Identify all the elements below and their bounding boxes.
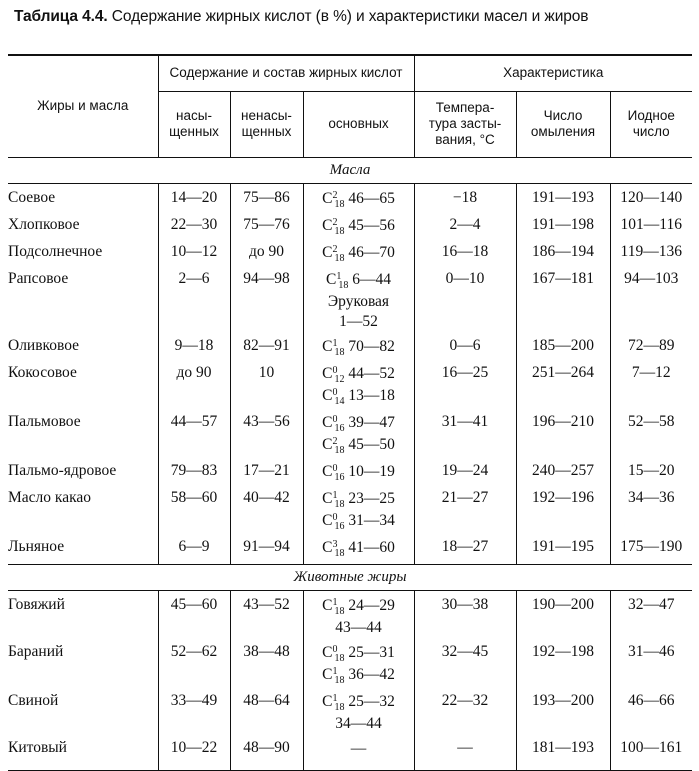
acid-entry: $C^2_{18}$ 46—65 xyxy=(322,189,395,210)
oil-name: Подсолнечное xyxy=(8,242,103,260)
acid-text: 34—44 xyxy=(335,715,382,732)
acid-value: 25—31 xyxy=(348,644,395,661)
acid-text: — xyxy=(350,740,367,757)
acid-entry: $C^1_{18}$ 36—42 xyxy=(322,666,395,686)
acid-entry xyxy=(304,618,414,638)
acid-subscript: 16 xyxy=(334,471,345,483)
saponification-value: 192—196 xyxy=(516,484,610,533)
header-content-group: Содержание и состав жирных кислот xyxy=(158,55,414,91)
section-header xyxy=(8,157,692,183)
main-acids xyxy=(303,211,414,238)
section-header xyxy=(8,565,692,591)
solidification-value: 31—41 xyxy=(414,408,516,457)
table-title xyxy=(14,8,694,26)
main-acids xyxy=(303,687,414,734)
unsaturated-value: 91—94 xyxy=(230,533,303,565)
header-main: основных xyxy=(303,91,414,157)
main-acids xyxy=(303,332,414,359)
table-row xyxy=(8,457,692,484)
acid-entry: $C^2_{18}$ 45—50 xyxy=(322,435,395,456)
unsaturated-value: до 90 xyxy=(230,238,303,265)
saturated-value: 45—60 xyxy=(158,591,230,639)
iodine-value: 7—12 xyxy=(610,359,692,408)
acid-superscript: 0 xyxy=(332,386,338,398)
acid-subscript: 18 xyxy=(334,198,345,210)
acid-subscript: 18 xyxy=(334,225,345,237)
solidification-value: — xyxy=(414,734,516,770)
saturated-value: 22—30 xyxy=(158,211,230,238)
acid-value: 36—42 xyxy=(348,666,395,683)
solidification-value: 32—45 xyxy=(414,638,516,687)
oil-name: Льняное xyxy=(8,537,65,555)
saponification-value: 192—198 xyxy=(516,638,610,687)
acid-entry: $C^1_{18}$ 23—25 xyxy=(322,489,395,510)
saturated-value: до 90 xyxy=(158,359,230,408)
saturated-value: 9—18 xyxy=(158,332,230,359)
acid-entry: $C^1_{18}$ 6—44 xyxy=(326,270,391,291)
iodine-value: 94—103 xyxy=(610,265,692,332)
iodine-value: 119—136 xyxy=(610,238,692,265)
oil-name: Говяжий xyxy=(8,596,65,613)
oil-name: Соевое xyxy=(8,188,56,206)
iodine-value: 175—190 xyxy=(610,533,692,565)
oil-name: Пальмо-ядровое xyxy=(8,461,117,479)
solidification-value: 22—32 xyxy=(414,687,516,734)
acid-entry: $C^0_{16}$ 10—19 xyxy=(322,462,395,483)
main-acids xyxy=(303,238,414,265)
acid-subscript: 18 xyxy=(334,346,345,358)
table-number: Таблица 4.4. xyxy=(14,8,108,25)
table-row xyxy=(8,183,692,211)
table-row xyxy=(8,533,692,565)
saponification-value: 185—200 xyxy=(516,332,610,359)
acid-entry: $C^0_{14}$ 13—18 xyxy=(322,386,395,407)
acid-superscript: 0 xyxy=(332,644,338,655)
oil-name: Пальмовое xyxy=(8,412,81,430)
oil-name: Китовый xyxy=(8,734,158,770)
table-row xyxy=(8,687,692,734)
acid-superscript: 1 xyxy=(332,597,338,608)
acid-entry: $C^0_{16}$ 31—34 xyxy=(322,511,395,532)
acid-superscript: 0 xyxy=(332,364,338,376)
section-title: Масла xyxy=(8,157,692,183)
main-acids xyxy=(303,457,414,484)
iodine-value: 31—46 xyxy=(610,638,692,687)
main-acids xyxy=(303,359,414,408)
acid-value: 31—34 xyxy=(348,511,395,529)
header-characteristics-group: Характеристика xyxy=(414,55,692,91)
table-row xyxy=(8,359,692,408)
saponification-value: 191—193 xyxy=(516,183,610,211)
iodine-value: 34—36 xyxy=(610,484,692,533)
saponification-value: 251—264 xyxy=(516,359,610,408)
acid-superscript: 0 xyxy=(332,413,338,425)
acid-subscript: 12 xyxy=(334,373,345,385)
saturated-value: 6—9 xyxy=(158,533,230,565)
acid-value: 6—44 xyxy=(352,270,391,288)
header-iodine: Иодное число xyxy=(610,91,692,157)
acid-value: 10—19 xyxy=(348,462,395,480)
acid-value: 45—56 xyxy=(348,216,395,234)
fat-acids-table xyxy=(8,54,692,771)
acid-superscript: 2 xyxy=(332,189,338,201)
unsaturated-value: 43—56 xyxy=(230,408,303,457)
iodine-value: 32—47 xyxy=(610,591,692,639)
saponification-value: 191—198 xyxy=(516,211,610,238)
table-row xyxy=(8,211,692,238)
main-acids xyxy=(303,183,414,211)
saturated-value: 14—20 xyxy=(158,183,230,211)
acid-text: 43—44 xyxy=(335,619,382,636)
oil-name: Оливковое xyxy=(8,336,80,354)
saturated-value: 44—57 xyxy=(158,408,230,457)
acid-value: 23—25 xyxy=(348,489,395,507)
oil-name: Хлопковое xyxy=(8,215,80,233)
acid-subscript: 16 xyxy=(334,520,345,532)
table-body xyxy=(8,157,692,770)
solidification-value: 18—27 xyxy=(414,533,516,565)
unsaturated-value: 43—52 xyxy=(230,591,303,639)
acid-entry: $C^0_{18}$ 25—31 xyxy=(322,644,395,664)
acid-subscript: 18 xyxy=(334,252,345,264)
saturated-value: 52—62 xyxy=(158,638,230,687)
acid-entry: $C^0_{12}$ 44—52 xyxy=(322,364,395,385)
saturated-value: 10—22 xyxy=(158,734,230,770)
unsaturated-value: 75—86 xyxy=(230,183,303,211)
unsaturated-value: 75—76 xyxy=(230,211,303,238)
oil-name: Кокосовое xyxy=(8,363,77,381)
header-saponification: Число омыления xyxy=(516,91,610,157)
saponification-value: 191—195 xyxy=(516,533,610,565)
main-acids xyxy=(303,265,414,332)
header-saturated: насы- щенных xyxy=(158,91,230,157)
saponification-value: 181—193 xyxy=(516,734,610,770)
main-acids xyxy=(303,591,414,639)
acid-superscript: 1 xyxy=(332,337,338,349)
iodine-value: 72—89 xyxy=(610,332,692,359)
acid-text: Эруковая xyxy=(327,292,390,310)
acid-value: 13—18 xyxy=(348,386,395,404)
table-row xyxy=(8,238,692,265)
solidification-value: 30—38 xyxy=(414,591,516,639)
oil-name: Бараний xyxy=(8,643,64,660)
acid-subscript: 16 xyxy=(334,422,345,434)
header-unsaturated: ненасы- щенных xyxy=(230,91,303,157)
unsaturated-value: 94—98 xyxy=(230,265,303,332)
acid-entry xyxy=(304,292,414,312)
table-row xyxy=(8,265,692,332)
section-title: Животные жиры xyxy=(8,565,692,591)
acid-value: 24—29 xyxy=(348,597,395,614)
acid-subscript: 18 xyxy=(334,444,345,456)
solidification-value: 0—10 xyxy=(414,265,516,332)
table-row xyxy=(8,332,692,359)
acid-entry xyxy=(304,714,414,734)
acid-entry: $C^2_{18}$ 46—70 xyxy=(322,243,395,264)
unsaturated-value: 40—42 xyxy=(230,484,303,533)
main-acids xyxy=(303,408,414,457)
table-row xyxy=(8,484,692,533)
iodine-value: 100—161 xyxy=(610,734,692,770)
acid-entry xyxy=(304,312,414,332)
table-row xyxy=(8,591,692,639)
oil-name: Рапсовое xyxy=(8,269,69,287)
unsaturated-value: 48—64 xyxy=(230,687,303,734)
solidification-value: 0—6 xyxy=(414,332,516,359)
acid-value: 46—70 xyxy=(348,243,395,261)
acid-subscript: 14 xyxy=(334,395,345,407)
acid-value: 39—47 xyxy=(348,413,395,431)
oil-name: Масло какао xyxy=(8,488,92,506)
acid-text: 1—52 xyxy=(339,312,378,330)
acid-entry: $C^1_{18}$ 70—82 xyxy=(322,337,395,358)
solidification-value: 16—18 xyxy=(414,238,516,265)
saponification-value: 193—200 xyxy=(516,687,610,734)
acid-entry xyxy=(304,739,414,759)
iodine-value: 101—116 xyxy=(610,211,692,238)
acid-superscript: 0 xyxy=(332,511,338,523)
acid-superscript: 2 xyxy=(332,243,338,255)
acid-subscript: 18 xyxy=(334,547,345,559)
saponification-value: 196—210 xyxy=(516,408,610,457)
acid-superscript: 1 xyxy=(336,270,342,282)
unsaturated-value: 10 xyxy=(230,359,303,408)
unsaturated-value: 38—48 xyxy=(230,638,303,687)
main-acids xyxy=(303,484,414,533)
acid-value: 46—65 xyxy=(348,189,395,207)
acid-superscript: 1 xyxy=(332,489,338,501)
header-fats: Жиры и масла xyxy=(8,55,158,157)
acid-value: 25—32 xyxy=(348,693,395,710)
acid-subscript: 18 xyxy=(334,498,345,510)
saponification-value: 190—200 xyxy=(516,591,610,639)
acid-subscript: 18 xyxy=(334,675,345,686)
main-acids xyxy=(303,734,414,770)
acid-superscript: 2 xyxy=(332,435,338,447)
main-acids xyxy=(303,638,414,687)
iodine-value: 46—66 xyxy=(610,687,692,734)
saponification-value: 186—194 xyxy=(516,238,610,265)
table-caption: Содержание жирных кислот (в %) и характеристики масел и жиров xyxy=(111,8,589,25)
main-acids xyxy=(303,533,414,565)
saponification-value: 167—181 xyxy=(516,265,610,332)
iodine-value: 15—20 xyxy=(610,457,692,484)
acid-superscript: 2 xyxy=(332,216,338,228)
header-solidification: Темпера- тура засты- вания, °С xyxy=(414,91,516,157)
solidification-value: 2—4 xyxy=(414,211,516,238)
acid-entry: $C^1_{18}$ 24—29 xyxy=(322,597,395,617)
saponification-value: 240—257 xyxy=(516,457,610,484)
acid-entry: $C^2_{18}$ 45—56 xyxy=(322,216,395,237)
oil-name: Свиной xyxy=(8,692,59,709)
acid-subscript: 18 xyxy=(334,653,345,664)
saturated-value: 33—49 xyxy=(158,687,230,734)
unsaturated-value: 82—91 xyxy=(230,332,303,359)
iodine-value: 52—58 xyxy=(610,408,692,457)
table-row xyxy=(8,408,692,457)
acid-value: 44—52 xyxy=(348,364,395,382)
saturated-value: 2—6 xyxy=(158,265,230,332)
saturated-value: 58—60 xyxy=(158,484,230,533)
acid-entry: $C^3_{18}$ 41—60 xyxy=(322,538,395,559)
acid-superscript: 1 xyxy=(332,693,338,704)
acid-entry: $C^1_{18}$ 25—32 xyxy=(322,693,395,713)
table-row xyxy=(8,638,692,687)
acid-value: 70—82 xyxy=(348,337,395,355)
table-row xyxy=(8,734,692,770)
acid-subscript: 18 xyxy=(338,279,349,291)
acid-value: 41—60 xyxy=(348,538,395,556)
saturated-value: 10—12 xyxy=(158,238,230,265)
solidification-value: 16—25 xyxy=(414,359,516,408)
acid-superscript: 3 xyxy=(332,538,338,550)
unsaturated-value: 48—90 xyxy=(230,734,303,770)
acid-value: 45—50 xyxy=(348,435,395,453)
acid-subscript: 18 xyxy=(334,702,345,713)
acid-superscript: 1 xyxy=(332,666,338,677)
solidification-value: 19—24 xyxy=(414,457,516,484)
solidification-value: 21—27 xyxy=(414,484,516,533)
acid-entry: $C^0_{16}$ 39—47 xyxy=(322,413,395,434)
acid-superscript: 0 xyxy=(332,462,338,474)
unsaturated-value: 17—21 xyxy=(230,457,303,484)
acid-subscript: 18 xyxy=(334,606,345,617)
iodine-value: 120—140 xyxy=(610,183,692,211)
saturated-value: 79—83 xyxy=(158,457,230,484)
solidification-value: −18 xyxy=(414,183,516,211)
